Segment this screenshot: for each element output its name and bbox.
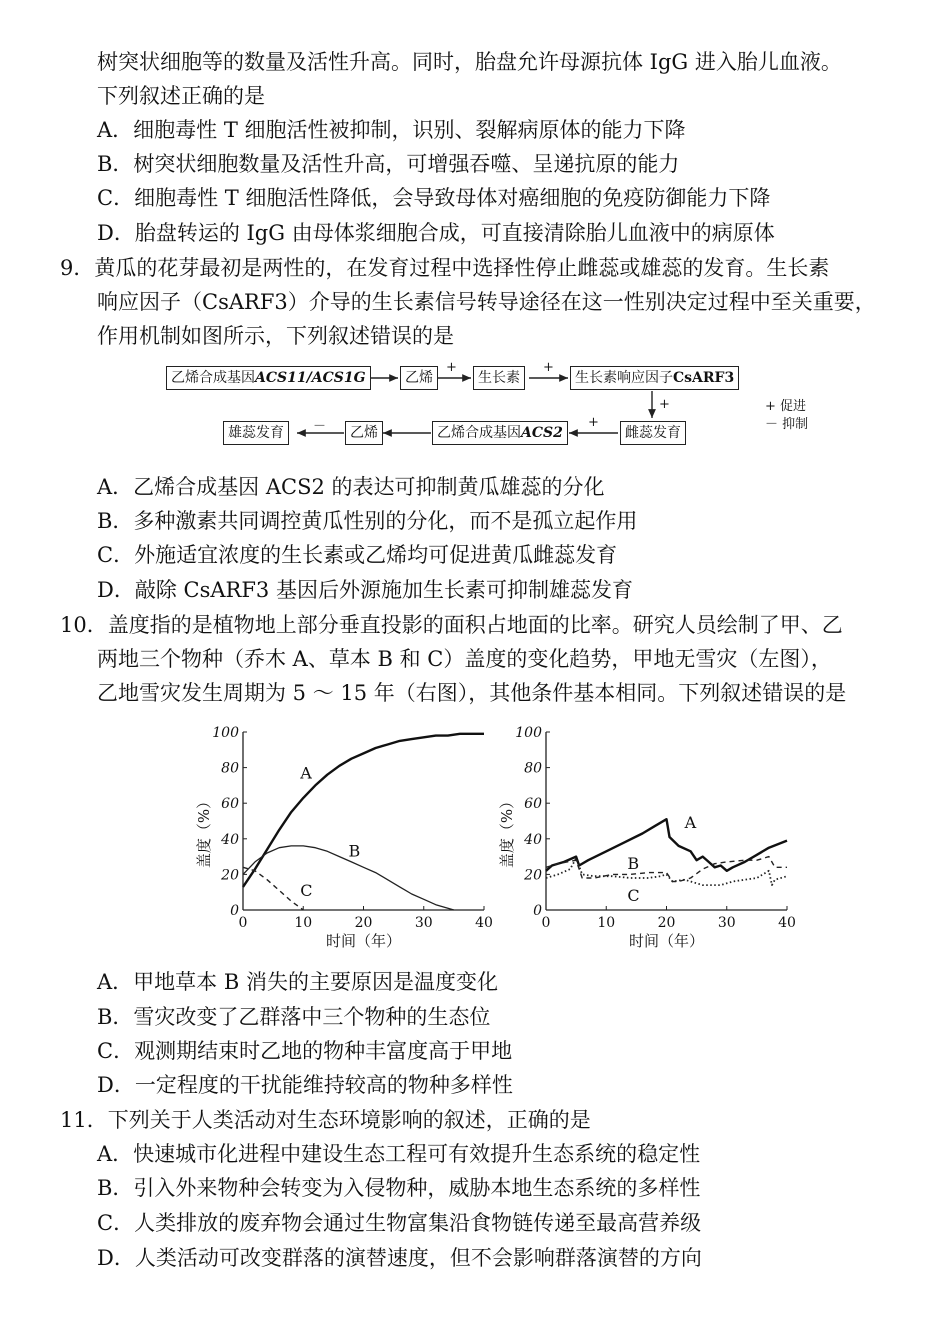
series-A-line <box>243 734 484 887</box>
box-ethylene-2: 乙烯 <box>345 421 383 445</box>
y-tick-label: 20 <box>524 867 542 884</box>
x-tick-label: 20 <box>354 915 373 931</box>
series-C-label: C <box>627 886 640 906</box>
chart-left-no-snow <box>180 712 500 962</box>
q8-option-b: B．树突状细胞数量及活性升高，可增强吞噬、呈递抗原的能力 <box>97 152 680 176</box>
legend-promote: + 促进 <box>765 399 807 414</box>
series-B-label: B <box>348 841 361 861</box>
x-tick-label: 0 <box>541 915 551 931</box>
q9-stem-line-3: 作用机制如图所示，下列叙述错误的是 <box>97 324 454 348</box>
box-ethylene-gene-acs11: 乙烯合成基因ACS11/ACS1G <box>166 366 371 390</box>
y-axis-label: 盖度（%） <box>195 793 213 869</box>
q10-option-a: A．甲地草本 B 消失的主要原因是温度变化 <box>97 970 498 994</box>
y-tick-label: 100 <box>515 725 542 741</box>
series-A-label: A <box>684 813 697 833</box>
q10-stem-line-1: 10．盖度指的是植物地上部分垂直投影的面积占地面的比率。研究人员绘制了甲、乙 <box>60 613 843 637</box>
series-C-line <box>546 857 787 882</box>
y-tick-label: 60 <box>221 796 239 813</box>
q9-option-a: A．乙烯合成基因 ACS2 的表达可抑制黄瓜雄蕊的分化 <box>97 475 605 499</box>
q10-option-c: C．观测期结束时乙地的物种丰富度高于甲地 <box>97 1039 513 1063</box>
q11-stem: 11．下列关于人类活动对生态环境影响的叙述，正确的是 <box>60 1108 591 1132</box>
series-C-label: C <box>300 880 313 900</box>
y-tick-label: 40 <box>524 831 542 848</box>
minus-sign: － <box>313 419 327 434</box>
plus-sign: + <box>446 360 457 375</box>
box-ethylene-gene-acs2: 乙烯合成基因ACS2 <box>432 421 568 445</box>
box-csarf3: 生长素响应因子CsARF3 <box>570 366 739 390</box>
legend-inhibit: － 抑制 <box>765 417 809 432</box>
q8-option-c: C．细胞毒性 T 细胞活性降低，会导致母体对癌细胞的免疫防御能力下降 <box>97 186 771 210</box>
y-tick-label: 80 <box>221 760 239 777</box>
q9-option-d: D．敲除 CsARF3 基因后外源施加生长素可抑制雄蕊发育 <box>97 578 633 602</box>
plus-sign: + <box>543 360 554 375</box>
x-tick-label: 30 <box>717 915 736 931</box>
q10-option-b: B．雪灾改变了乙群落中三个物种的生态位 <box>97 1005 491 1029</box>
box-auxin: 生长素 <box>473 366 525 390</box>
x-tick-label: 0 <box>238 915 248 931</box>
x-tick-label: 40 <box>475 915 493 931</box>
series-A-label: A <box>300 763 312 783</box>
x-axis-label: 时间（年） <box>325 932 402 950</box>
chart-right-snow-disaster <box>480 712 810 962</box>
x-tick-label: 30 <box>414 915 433 931</box>
y-tick-label: 20 <box>221 867 239 884</box>
y-tick-label: 0 <box>533 903 542 919</box>
y-tick-label: 0 <box>230 903 239 919</box>
q11-option-b: B．引入外来物种会转变为入侵物种，威胁本地生态系统的多样性 <box>97 1176 701 1200</box>
x-tick-label: 10 <box>597 915 616 931</box>
flow-arrows <box>0 0 950 460</box>
series-B-label: B <box>627 854 640 874</box>
y-tick-label: 60 <box>524 796 542 813</box>
q8-stem-line-1: 树突状细胞等的数量及活性升高。同时，胎盘允许母源抗体 IgG 进入胎儿血液。 <box>97 50 842 74</box>
box-ethylene-1: 乙烯 <box>400 366 438 390</box>
q8-option-d: D．胎盘转运的 IgG 由母体浆细胞合成，可直接清除胎儿血液中的病原体 <box>97 221 775 245</box>
q8-stem-line-2: 下列叙述正确的是 <box>97 84 265 108</box>
box-pistil-development: 雌蕊发育 <box>620 421 686 445</box>
x-tick-label: 20 <box>657 915 676 931</box>
series-A-line <box>546 819 787 874</box>
q8-option-a: A．细胞毒性 T 细胞活性被抑制，识别、裂解病原体的能力下降 <box>97 118 686 142</box>
q11-option-a: A．快速城市化进程中建设生态工程可有效提升生态系统的稳定性 <box>97 1142 701 1166</box>
q11-option-d: D．人类活动可改变群落的演替速度，但不会影响群落演替的方向 <box>97 1246 702 1270</box>
x-tick-label: 10 <box>294 915 313 931</box>
q9-option-c: C．外施适宜浓度的生长素或乙烯均可促进黄瓜雌蕊发育 <box>97 543 618 567</box>
box-stamen-development: 雄蕊发育 <box>223 421 289 445</box>
plus-sign: + <box>588 415 599 430</box>
y-tick-label: 40 <box>221 831 239 848</box>
y-tick-label: 80 <box>524 760 542 777</box>
x-tick-label: 40 <box>778 915 796 931</box>
q11-option-c: C．人类排放的废弃物会通过生物富集沿食物链传递至最高营养级 <box>97 1211 702 1235</box>
x-axis-label: 时间（年） <box>628 932 705 950</box>
q9-stem-line-1: 9．黄瓜的花芽最初是两性的，在发育过程中选择性停止雌蕊或雄蕊的发育。生长素 <box>60 256 830 280</box>
q10-option-d: D．一定程度的干扰能维持较高的物种多样性 <box>97 1073 513 1097</box>
q10-stem-line-2: 两地三个物种（乔木 A、草本 B 和 C）盖度的变化趋势，甲地无雪灾（左图）， <box>97 647 832 671</box>
q9-stem-line-2: 响应因子（CsARF3）介导的生长素信号转导途径在这一性别决定过程中至关重要， <box>97 290 876 314</box>
q9-option-b: B．多种激素共同调控黄瓜性别的分化，而不是孤立起作用 <box>97 509 638 533</box>
q10-stem-line-3: 乙地雪灾发生周期为 5 ～ 15 年（右图），其他条件基本相同。下列叙述错误的是 <box>97 681 847 705</box>
plus-sign: + <box>659 397 670 412</box>
y-axis-label: 盖度（%） <box>498 793 516 869</box>
y-tick-label: 100 <box>212 725 239 741</box>
